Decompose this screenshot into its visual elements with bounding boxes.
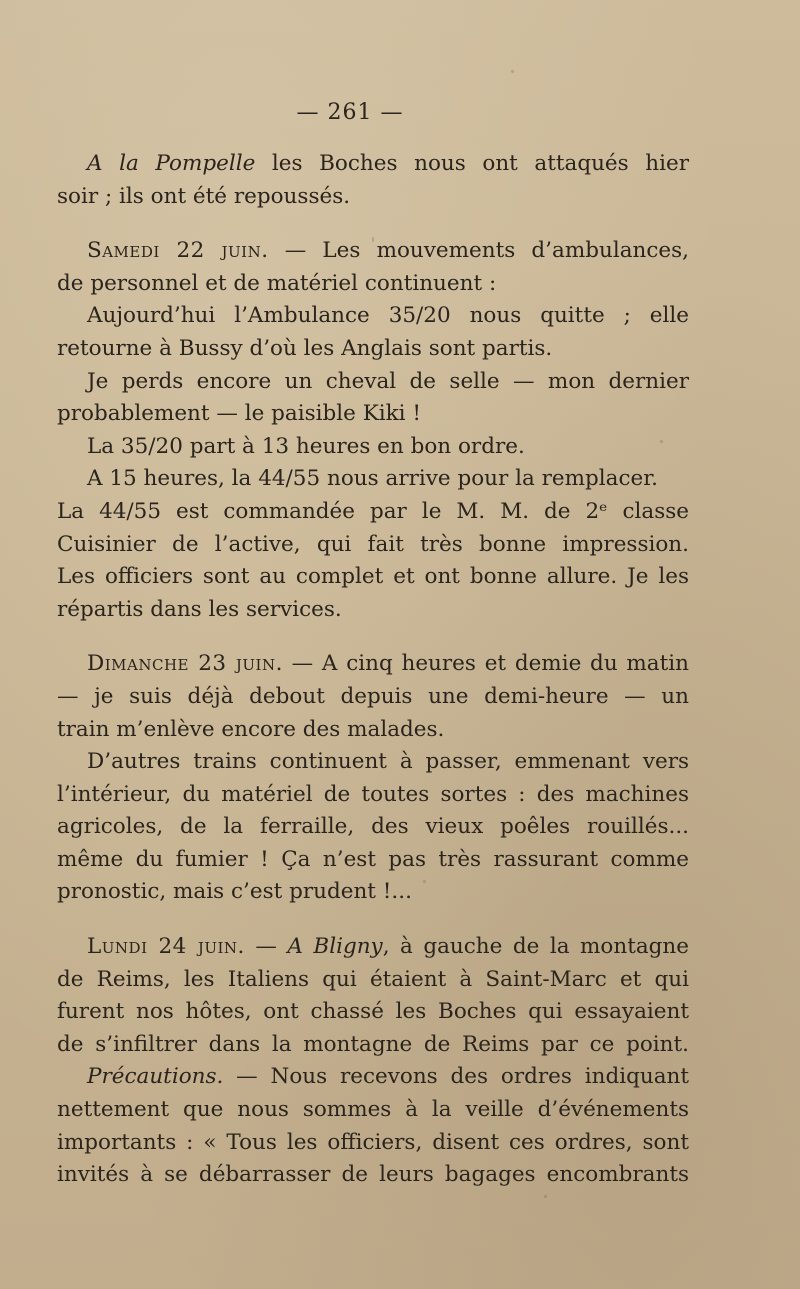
text-line: de Reims, les Italiens qui étaient à Saint-Marc et qui bbox=[57, 966, 689, 992]
text-line: train m’enlève encore des malades. bbox=[57, 716, 445, 742]
paragraph bbox=[57, 366, 689, 431]
paragraph-gap bbox=[57, 213, 689, 235]
text-line: Dimanche 23 juin. — A cinq heures et demie du matin bbox=[87, 651, 689, 677]
text-line: invités à se débarrasser de leurs bagages encombrants bbox=[57, 1162, 689, 1188]
text-line: furent nos hôtes, ont chassé les Boches qui essayaient bbox=[57, 999, 689, 1025]
page-number: — 261 — bbox=[296, 100, 404, 125]
paper-spot bbox=[544, 1195, 547, 1198]
text-line: La 44/55 est commandée par le M. M. de 2ᵉ classe bbox=[57, 498, 689, 524]
paragraph bbox=[57, 496, 689, 626]
text-line: Je perds encore un cheval de selle — mon dernier bbox=[87, 368, 689, 394]
text-line: probablement — le paisible Kiki ! bbox=[57, 401, 422, 427]
text-line: Les officiers sont au complet et ont bonne allure. Je les bbox=[57, 564, 689, 590]
text-line: même du fumier ! Ça n’est pas très rassurant comme bbox=[57, 846, 689, 872]
text-line: Samedi 22 juin. — Les mouvements d’ambulances, bbox=[87, 238, 689, 264]
dated-entry bbox=[57, 648, 689, 746]
paragraph bbox=[57, 746, 689, 909]
text-line: soir ; ils ont été repoussés. bbox=[57, 183, 351, 209]
text-line: de s’infiltrer dans la montagne de Reims par ce point. bbox=[57, 1031, 689, 1057]
entry-date: Samedi 22 juin. bbox=[87, 238, 269, 264]
text-line: de personnel et de matériel continuent : bbox=[57, 270, 497, 296]
dated-entry bbox=[57, 235, 689, 300]
text-line: retourne à Bussy d’où les Anglais sont partis. bbox=[57, 335, 553, 361]
entry-date: Dimanche 23 juin. bbox=[87, 651, 283, 677]
text-line: Cuisinier de l’active, qui fait très bonne impression. bbox=[57, 531, 689, 557]
text-line: Aujourd’hui l’Ambulance 35/20 nous quitte ; elle bbox=[87, 303, 689, 329]
paragraph bbox=[57, 1061, 689, 1191]
body-text bbox=[57, 148, 689, 1192]
paragraph bbox=[57, 431, 689, 464]
section-heading: Précautions. bbox=[87, 1064, 224, 1090]
place-name: A la Pompelle bbox=[87, 151, 256, 176]
text-line: Précautions. — Nous recevons des ordres indiquant bbox=[87, 1064, 689, 1090]
text-line: D’autres trains continuent à passer, emmenant vers bbox=[87, 749, 689, 775]
text-line: La 35/20 part à 13 heures en bon ordre. bbox=[87, 433, 525, 459]
paragraph bbox=[57, 463, 689, 496]
paragraph-gap bbox=[57, 626, 689, 648]
place-name: A Bligny bbox=[287, 934, 383, 960]
entry-date: Lundi 24 juin. bbox=[87, 934, 245, 960]
text-line: pronostic, mais c’est prudent !... bbox=[57, 879, 412, 905]
text-line: importants : « Tous les officiers, disent ces ordres, sont bbox=[57, 1129, 689, 1155]
text-line: agricoles, de la ferraille, des vieux poêles rouillés... bbox=[57, 814, 689, 840]
paper-spot bbox=[511, 70, 514, 73]
text-line: Lundi 24 juin. — A Bligny, à gauche de la montagne bbox=[87, 934, 690, 960]
paragraph bbox=[57, 148, 689, 213]
text-line: — je suis déjà debout depuis une demi-heure — un bbox=[57, 683, 689, 709]
text-line: l’intérieur, du matériel de toutes sortes : des machines bbox=[57, 781, 689, 807]
dated-entry bbox=[57, 931, 689, 1061]
text-line: A la Pompelle les Boches nous ont attaqués hier bbox=[87, 151, 690, 176]
text-line: nettement que nous sommes à la veille d’événements bbox=[57, 1097, 689, 1123]
text-line: A 15 heures, la 44/55 nous arrive pour la remplacer. bbox=[87, 466, 659, 492]
paragraph bbox=[57, 300, 689, 365]
text-line: répartis dans les services. bbox=[57, 596, 342, 622]
paragraph-gap bbox=[57, 909, 689, 931]
